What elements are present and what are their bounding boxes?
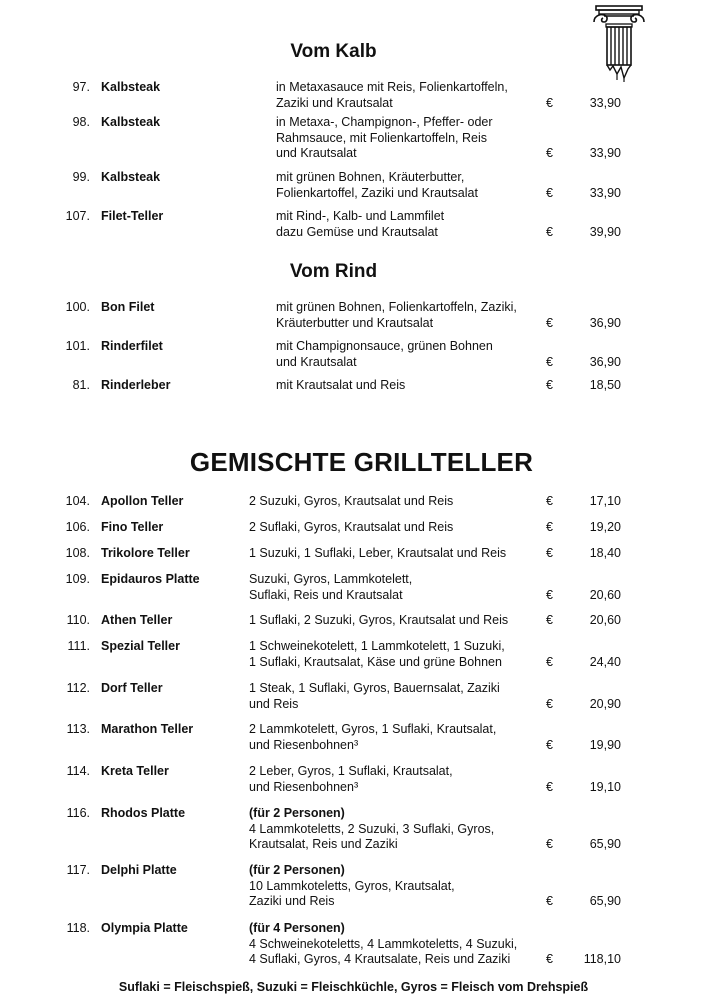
item-price: 33,90 [589, 146, 621, 161]
item-number: 107. [65, 209, 90, 223]
item-name: Apollon Teller [101, 494, 184, 508]
item-number: 118. [66, 921, 90, 935]
description-line: 2 Leber, Gyros, 1 Suflaki, Krautsalat, [249, 764, 453, 778]
section-title: GEMISCHTE GRILLTELLER [189, 447, 534, 477]
item-name: Epidauros Platte [101, 572, 200, 586]
item-name: Spezial Teller [101, 639, 180, 653]
item-price: 33,90 [589, 185, 621, 200]
description-line: und Krautsalat [276, 354, 357, 369]
currency-symbol: € [546, 546, 553, 560]
item-price: 18,50 [589, 378, 621, 392]
description-line: 2 Suzuki, Gyros, Krautsalat und Reis [249, 494, 454, 508]
item-number: 111. [67, 639, 90, 653]
currency-symbol: € [546, 613, 553, 627]
item-number: 109. [65, 572, 90, 586]
item-name: Athen Teller [101, 613, 173, 627]
item-description [276, 115, 493, 162]
currency-symbol: € [546, 894, 553, 909]
description-line: mit grünen Bohnen, Kräuterbutter, [276, 170, 465, 184]
footer-legend: Suflaki = Fleischspieß, Suzuki = Fleischküchle, Gyros = Fleisch vom Drehspieß [118, 980, 589, 994]
item-number: 108. [65, 546, 90, 560]
item-description [276, 378, 405, 394]
item-description [276, 300, 517, 331]
item-description [276, 170, 478, 201]
description-line: 2 Lammkotelett, Gyros, 1 Suflaki, Krautsalat, [249, 722, 497, 736]
item-description [249, 639, 505, 670]
item-price: 20,60 [589, 587, 621, 602]
currency-symbol: € [546, 95, 553, 110]
item-name: Olympia Platte [101, 921, 188, 935]
item-note: (für 2 Personen) [249, 863, 345, 877]
item-name: Delphi Platte [101, 863, 177, 877]
item-number: 106. [65, 520, 90, 534]
description-line: 2 Suflaki, Gyros, Krautsalat und Reis [249, 520, 454, 534]
item-name: Kalbsteak [101, 170, 161, 184]
item-number: 101. [65, 339, 90, 353]
item-description [249, 520, 453, 536]
description-line: und Reis [249, 696, 299, 711]
item-number: 110. [66, 613, 90, 627]
item-number: 99. [72, 170, 90, 184]
description-line: 4 Lammkoteletts, 2 Suzuki, 3 Suflaki, Gyros, [249, 821, 495, 836]
item-name: Kalbsteak [101, 115, 161, 129]
item-number: 117. [66, 863, 90, 877]
description-line: Kräuterbutter und Krautsalat [276, 315, 434, 330]
item-number: 100. [65, 300, 90, 314]
description-line: und Krautsalat [276, 146, 357, 161]
description-line: dazu Gemüse und Krautsalat [276, 224, 438, 239]
item-number: 81. [72, 378, 90, 392]
item-name: Kreta Teller [101, 764, 169, 778]
item-description [249, 572, 412, 603]
item-price: 19,10 [589, 779, 621, 794]
description-line: in Metaxasauce mit Reis, Folienkartoffeln, [276, 80, 508, 94]
item-name: Dorf Teller [101, 681, 163, 695]
currency-symbol: € [546, 378, 553, 392]
item-number: 114. [66, 764, 90, 778]
item-name: Rinderfilet [101, 339, 163, 353]
description-line: Zaziki und Krautsalat [276, 95, 393, 110]
description-line: in Metaxa-, Champignon-, Pfeffer- oder [276, 115, 493, 129]
description-line: mit Krautsalat und Reis [276, 378, 406, 392]
section-title: Vom Rind [289, 261, 378, 282]
currency-symbol: € [546, 952, 553, 967]
item-price: 17,10 [589, 494, 621, 508]
item-name: Bon Filet [101, 300, 155, 314]
item-price: 20,90 [589, 696, 621, 711]
item-price: 24,40 [589, 654, 621, 669]
description-line: mit grünen Bohnen, Folienkartoffeln, Zaziki, [276, 300, 517, 314]
item-name: Rinderleber [101, 378, 171, 392]
item-description [276, 339, 493, 370]
currency-symbol: € [546, 224, 553, 239]
item-number: 113. [66, 722, 90, 736]
item-description [249, 806, 494, 853]
description-line: Suzuki, Gyros, Lammkotelett, [249, 572, 413, 586]
description-line: 4 Suflaki, Gyros, 4 Krautsalate, Reis und Zaziki [249, 952, 511, 967]
item-description [249, 546, 506, 562]
item-name: Kalbsteak [101, 80, 161, 94]
currency-symbol: € [546, 837, 553, 852]
currency-symbol: € [546, 520, 553, 534]
description-line: Zaziki und Reis [249, 894, 335, 909]
item-name: Trikolore Teller [101, 546, 190, 560]
item-number: 104. [65, 494, 90, 508]
description-line: mit Champignonsauce, grünen Bohnen [276, 339, 493, 353]
description-line: 1 Suflaki, 2 Suzuki, Gyros, Krautsalat und Reis [249, 613, 509, 627]
currency-symbol: € [546, 494, 553, 508]
description-line: Suflaki, Reis und Krautsalat [249, 587, 403, 602]
description-line: 1 Schweinekotelett, 1 Lammkotelett, 1 Suzuki, [249, 639, 505, 653]
item-number: 97. [72, 80, 90, 94]
description-line: und Riesenbohnen³ [249, 737, 359, 752]
description-line: 1 Suzuki, 1 Suflaki, Leber, Krautsalat und Reis [249, 546, 507, 560]
item-description [249, 494, 453, 510]
item-name: Fino Teller [101, 520, 164, 534]
item-name: Rhodos Platte [101, 806, 186, 820]
item-description [249, 863, 455, 910]
currency-symbol: € [546, 737, 553, 752]
item-price: 19,20 [589, 520, 621, 534]
item-description [276, 209, 444, 240]
description-line: 1 Suflaki, Krautsalat, Käse und grüne Bohnen [249, 654, 502, 669]
currency-symbol: € [546, 587, 553, 602]
item-name: Marathon Teller [101, 722, 194, 736]
item-number: 112. [66, 681, 90, 695]
item-price: 39,90 [589, 224, 621, 239]
item-price: 20,60 [589, 613, 621, 627]
description-line: Krautsalat, Reis und Zaziki [249, 837, 398, 852]
item-number: 116. [66, 806, 90, 820]
currency-symbol: € [546, 654, 553, 669]
item-price: 65,90 [589, 837, 621, 852]
description-line: 1 Steak, 1 Suflaki, Gyros, Bauernsalat, Zaziki [249, 681, 500, 695]
currency-symbol: € [546, 696, 553, 711]
item-note: (für 2 Personen) [249, 806, 345, 820]
item-description [249, 764, 453, 795]
item-price: 36,90 [589, 354, 621, 369]
description-line: 4 Schweinekoteletts, 4 Lammkoteletts, 4 Suzuki, [249, 936, 518, 951]
item-number: 98. [72, 115, 90, 129]
item-price: 33,90 [589, 95, 621, 110]
item-price: 18,40 [589, 546, 621, 560]
description-line: 10 Lammkoteletts, Gyros, Krautsalat, [249, 878, 455, 893]
item-price: 118,10 [583, 952, 621, 967]
item-description [249, 722, 496, 753]
description-line: Rahmsauce, mit Folienkartoffeln, Reis [276, 130, 487, 145]
description-line: Folienkartoffel, Zaziki und Krautsalat [276, 185, 478, 200]
currency-symbol: € [546, 779, 553, 794]
item-description [249, 921, 517, 968]
item-note: (für 4 Personen) [249, 921, 345, 935]
currency-symbol: € [546, 146, 553, 161]
description-line: und Riesenbohnen³ [249, 779, 359, 794]
item-description [276, 80, 508, 111]
item-name: Filet-Teller [101, 209, 164, 223]
description-line: mit Rind-, Kalb- und Lammfilet [276, 209, 445, 223]
section-title: Vom Kalb [290, 41, 377, 62]
currency-symbol: € [546, 185, 553, 200]
item-description [249, 681, 500, 712]
currency-symbol: € [546, 354, 553, 369]
item-price: 65,90 [589, 894, 621, 909]
item-description [249, 613, 508, 629]
currency-symbol: € [546, 315, 553, 330]
item-price: 36,90 [589, 315, 621, 330]
item-price: 19,90 [589, 737, 621, 752]
